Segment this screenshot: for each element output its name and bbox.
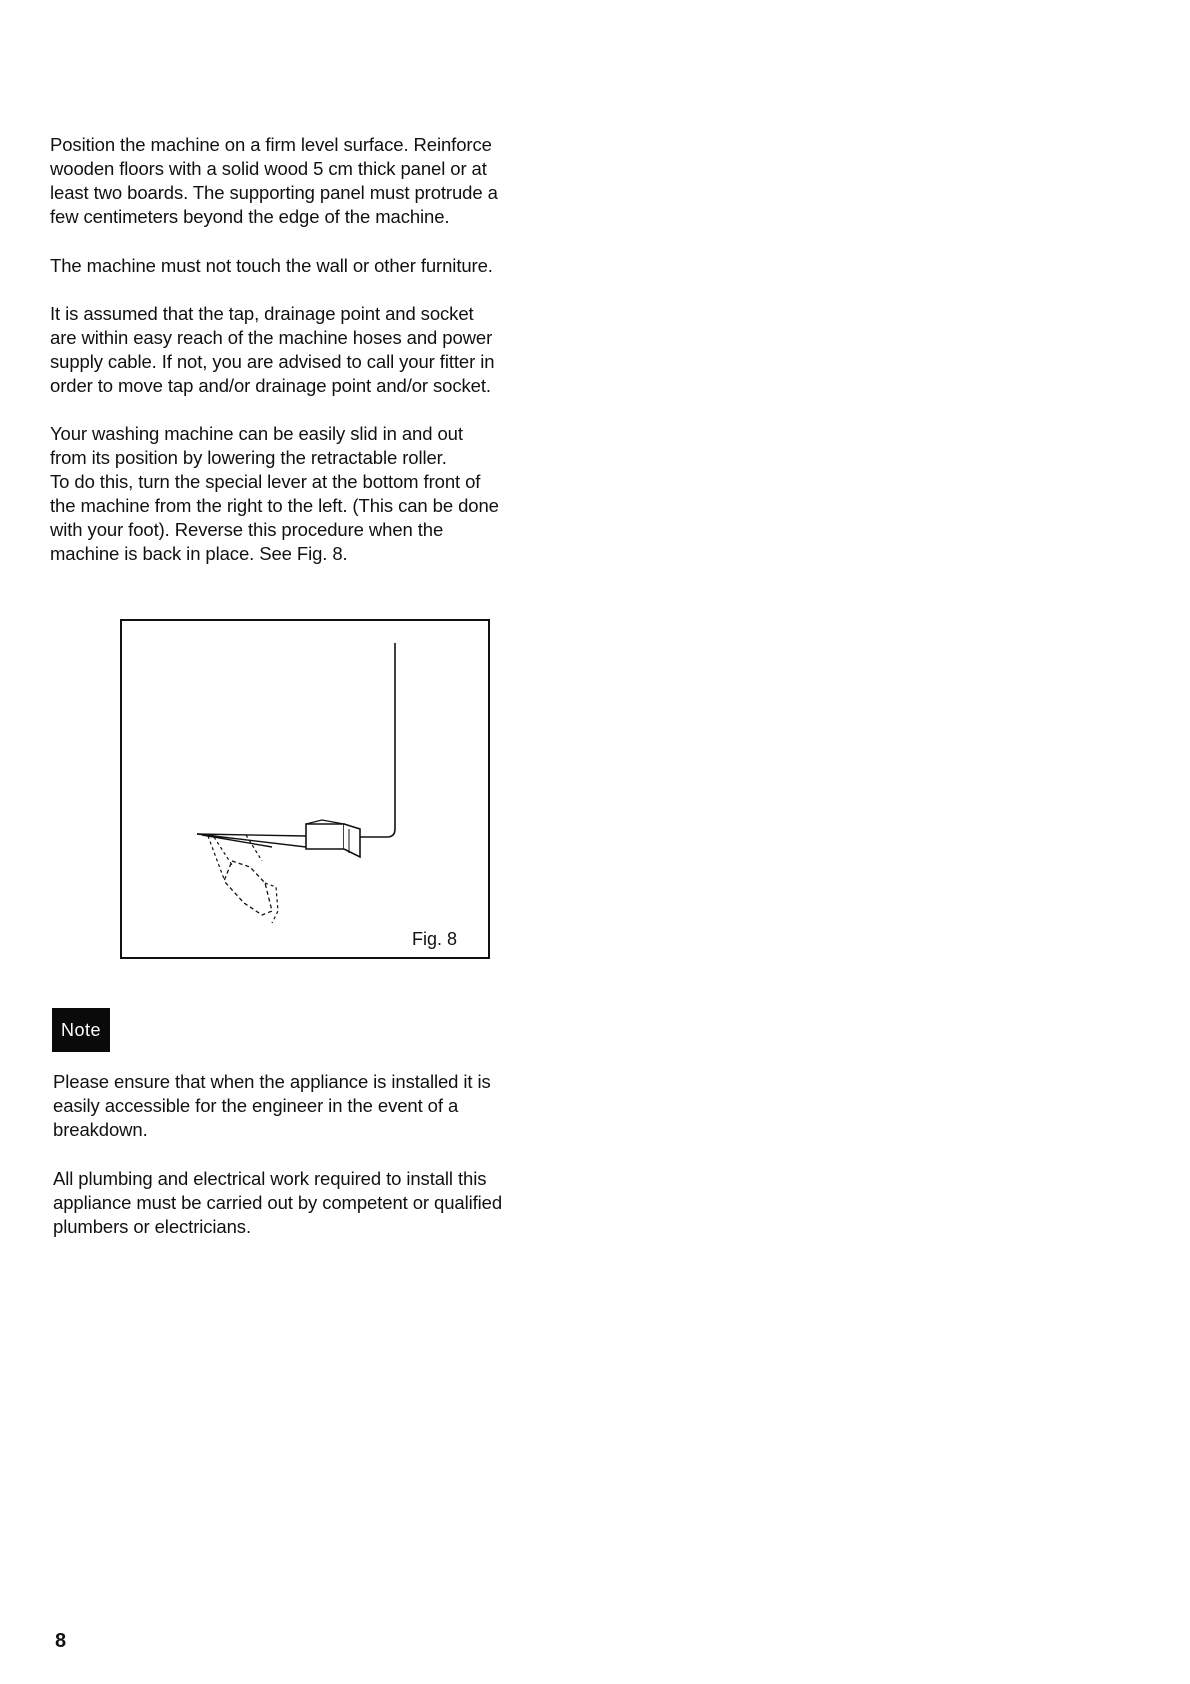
note-paragraph-qualified-work: All plumbing and electrical work required to install this appliance must be carried out by competent or qualified plumbers or electricians. [53, 1168, 503, 1237]
paragraph-wall-clearance: The machine must not touch the wall or other furniture. [50, 255, 493, 276]
page-number: 8 [55, 1630, 67, 1652]
paragraph-level-surface: Position the machine on a firm level surface. Reinforce wooden floors with a solid wood 5 cm thick panel or at least two boards. The supporting panel must protrude a few centimeters beyond the edge of the machine. [50, 134, 498, 227]
note-paragraph-accessibility: Please ensure that when the appliance is installed it is easily accessible for the engineer in the event of a breakdown. [53, 1071, 491, 1140]
note-badge: Note [52, 1008, 110, 1052]
paragraph-retractable-roller: Your washing machine can be easily slid in and out from its position by lowering the retractable roller. To do this, turn the special lever at the bottom front of the machine from the right to the left. (This can be done with your foot). Reverse this procedure when the machine is back in place. See Fig. 8. [50, 423, 499, 564]
figure-8-roller-lever [120, 619, 490, 959]
paragraph-tap-drainage: It is assumed that the tap, drainage point and socket are within easy reach of the machine hoses and power supply cable. If not, you are advised to call your fitter in order to move tap and/or drainage point and/or socket. [50, 303, 495, 396]
lever-illustration [122, 621, 488, 957]
figure-caption: Fig. 8 [412, 929, 458, 949]
